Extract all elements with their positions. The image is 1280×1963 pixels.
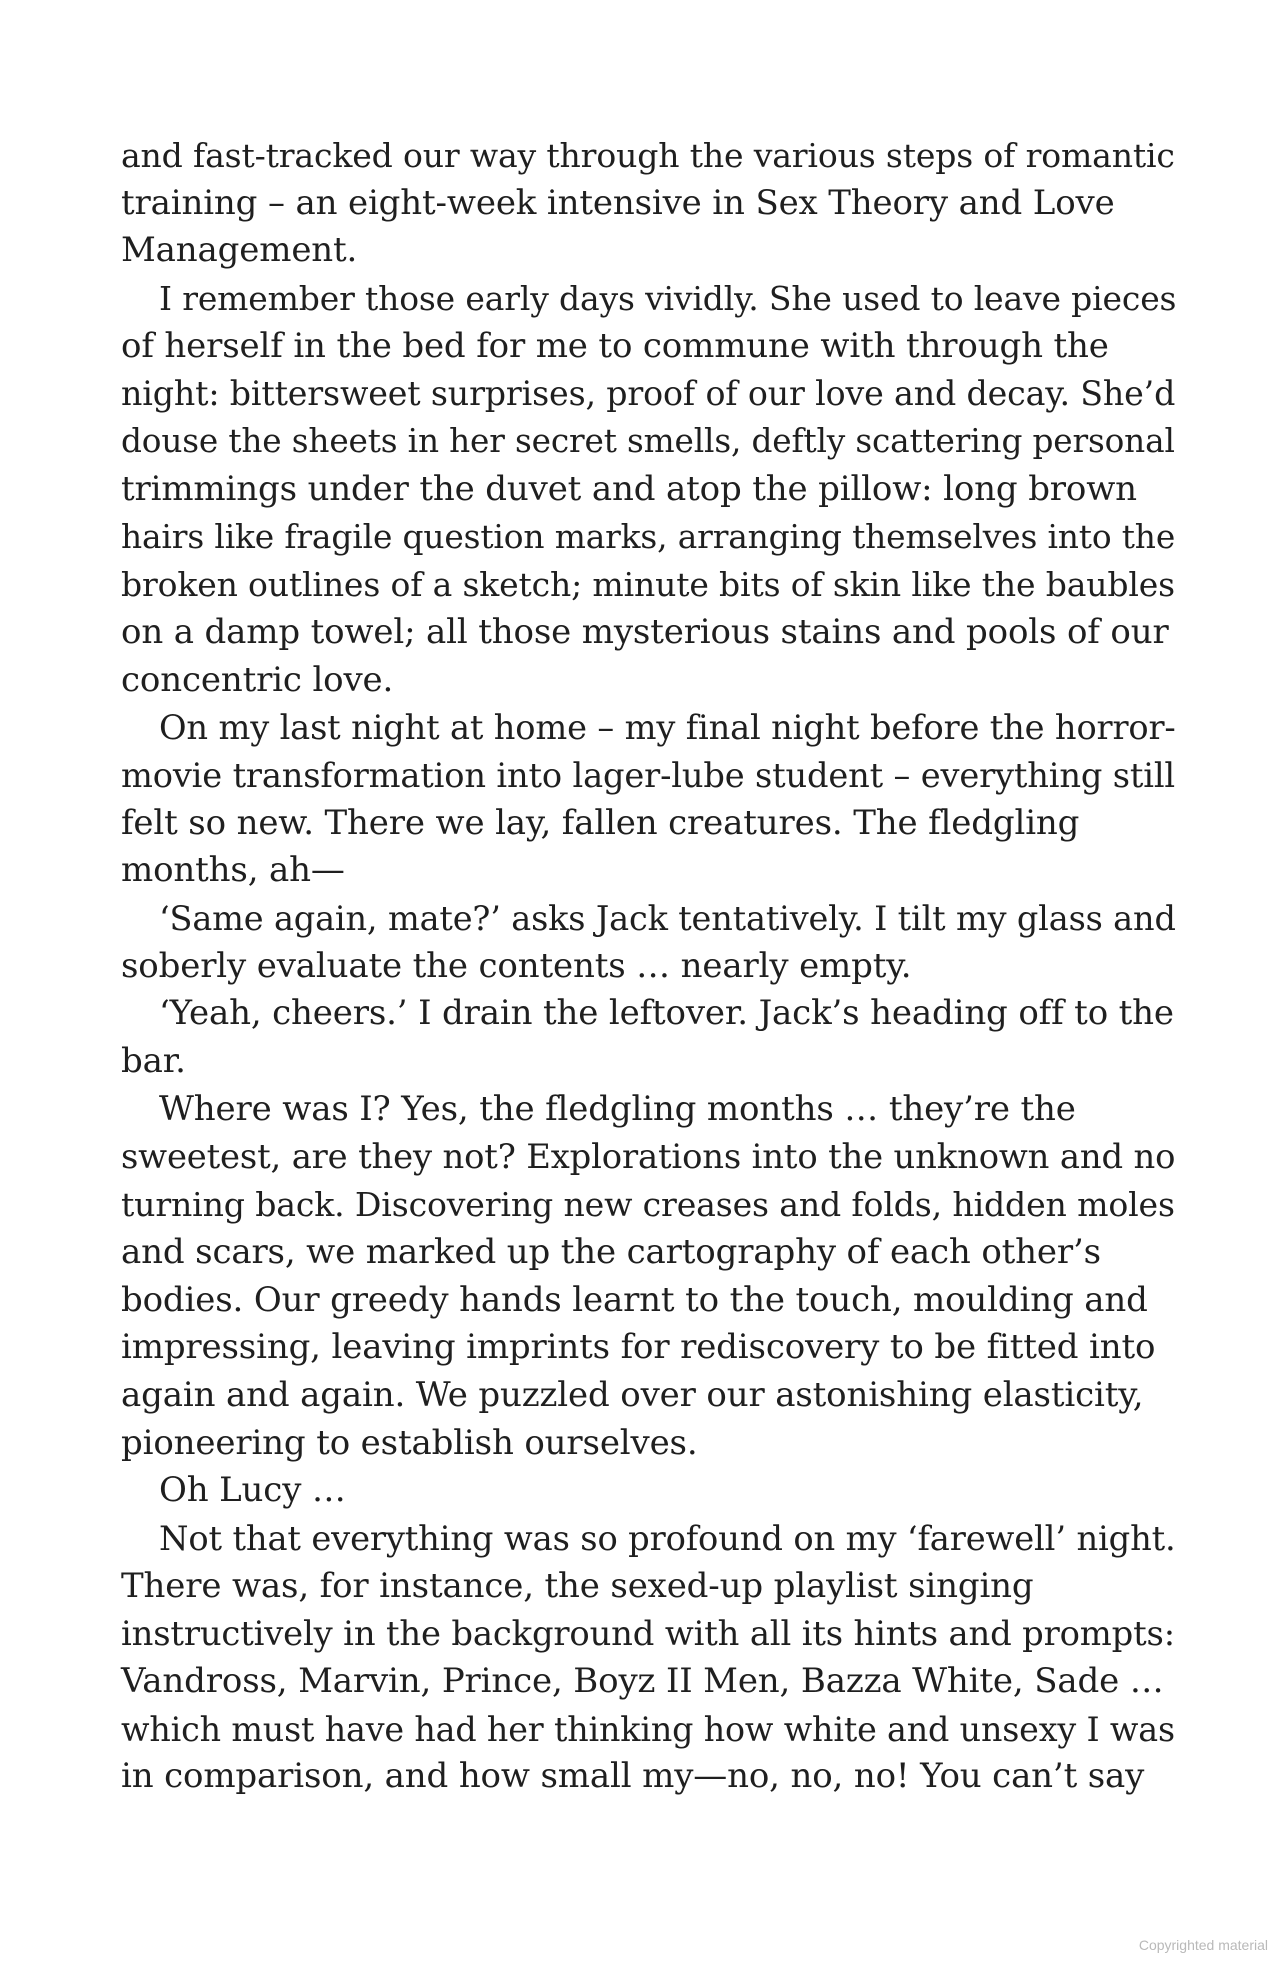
text-line: movie transformation into lager-lube student – everything still [121, 755, 1176, 795]
text-line: turning back. Discovering new creases and folds, hidden moles [121, 1185, 1175, 1225]
text-line: On my last night at home – my final night before the horror- [159, 708, 1176, 748]
text-line: night: bittersweet surprises, proof of our love and decay. She’d [121, 374, 1176, 414]
text-line: months, ah— [121, 850, 345, 891]
text-line: Management. [121, 230, 358, 271]
text-line: on a damp towel; all those mysterious stains and pools of our [121, 611, 1169, 652]
text-line: in comparison, and how small my—no, no, no! You can’t say [121, 1756, 1145, 1797]
text-line: Oh Lucy … [159, 1470, 346, 1511]
text-line: pioneering to establish ourselves. [121, 1422, 698, 1463]
text-line: again and again. We puzzled over our astonishing elasticity, [121, 1374, 1144, 1415]
text-line: and scars, we marked up the cartography of each other’s [121, 1231, 1101, 1272]
text-line: felt so new. There we lay, fallen creatures. The fledgling [121, 802, 1080, 843]
text-line: sweetest, are they not? Explorations into the unknown and no [121, 1137, 1176, 1177]
text-line: soberly evaluate the contents … nearly empty. [121, 945, 912, 986]
text-line: bodies. Our greedy hands learnt to the touch, moulding and [121, 1279, 1148, 1320]
text-line: instructively in the background with all its hints and prompts: [121, 1614, 1175, 1654]
copyright-watermark: Copyrighted material [1138, 1937, 1268, 1953]
text-line: Not that everything was so profound on my ‘farewell’ night. [159, 1518, 1176, 1558]
text-line: training – an eight-week intensive in Sex Theory and Love [121, 182, 1115, 223]
text-line: and fast-tracked our way through the various steps of romantic [121, 136, 1175, 175]
text-line: ‘Same again, mate?’ asks Jack tentatively. I tilt my glass and [159, 899, 1176, 938]
text-line: I remember those early days vividly. She used to leave pieces [159, 279, 1177, 319]
text-line: Where was I? Yes, the fledgling months … they’re the [159, 1088, 1076, 1129]
text-line: impressing, leaving imprints for rediscovery to be fitted into [121, 1327, 1156, 1368]
text-line: of herself in the bed for me to commune with through the [121, 325, 1109, 366]
text-line: douse the sheets in her secret smells, deftly scattering personal [121, 422, 1175, 461]
body-text [121, 132, 1181, 1801]
text-line: which must have had her thinking how white and unsexy I was [121, 1709, 1175, 1749]
text-line: concentric love. [121, 659, 394, 700]
text-line: There was, for instance, the sexed-up playlist singing [121, 1565, 1034, 1606]
text-line: broken outlines of a sketch; minute bits of skin like the baubles [121, 565, 1175, 605]
text-line: hairs like fragile question marks, arranging themselves into the [121, 517, 1176, 556]
text-line: ‘Yeah, cheers.’ I drain the leftover. Jack’s heading off to the [159, 993, 1174, 1034]
text-line: Vandross, Marvin, Prince, Boyz II Men, Bazza White, Sade … [121, 1661, 1164, 1701]
text-line: trimmings under the duvet and atop the pillow: long brown [121, 468, 1137, 509]
text-line: bar. [121, 1041, 186, 1082]
